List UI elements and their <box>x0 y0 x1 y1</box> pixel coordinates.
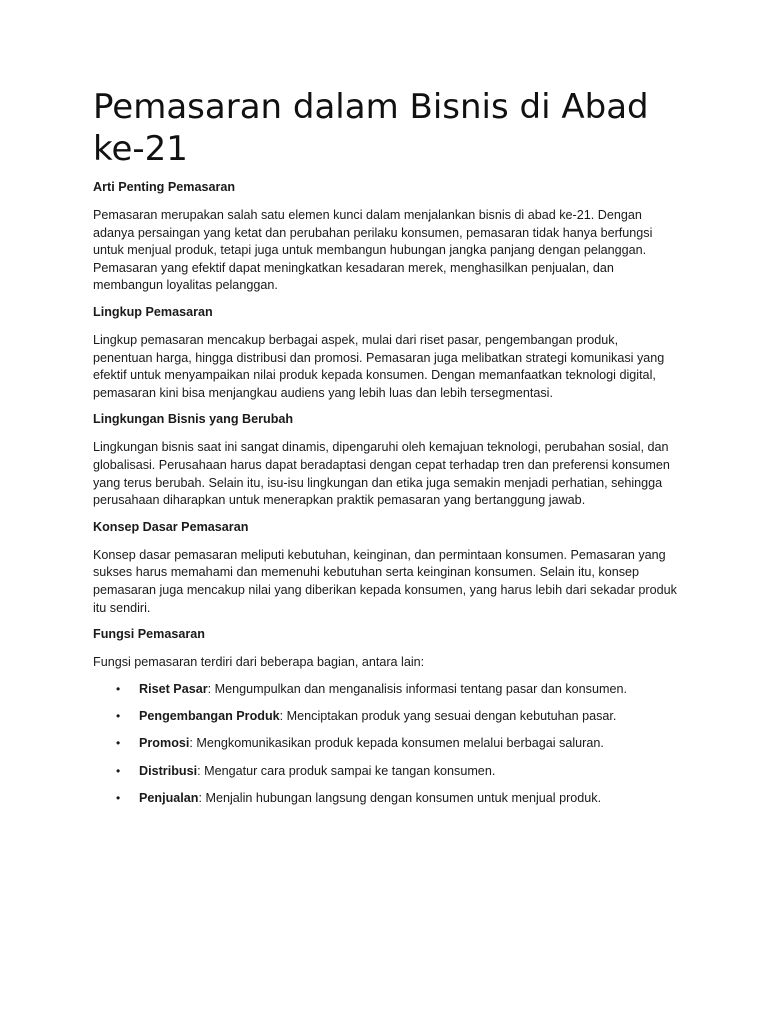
section-heading-fungsi: Fungsi Pemasaran <box>93 627 205 642</box>
document-title: Pemasaran dalam Bisnis di Abad ke-21 <box>93 87 649 169</box>
list-item-term: Pengembangan Produk <box>139 708 280 723</box>
section-heading-lingkup: Lingkup Pemasaran <box>93 304 213 319</box>
document-page <box>93 86 678 817</box>
list-item-description: : Mengkomunikasikan produk kepada konsumen melalui berbagai saluran. <box>189 736 604 751</box>
list-item <box>93 735 678 752</box>
section-heading-konsep-dasar: Konsep Dasar Pemasaran <box>93 519 249 534</box>
list-item-description: : Menjalin hubungan langsung dengan konsumen untuk menjual produk. <box>198 790 602 805</box>
list-item <box>93 763 678 780</box>
list-item <box>93 708 678 725</box>
list-item-description: : Mengumpulkan dan menganalisis informasi tentang pasar dan konsumen. <box>207 681 627 696</box>
list-item-description: : Mengatur cara produk sampai ke tangan konsumen. <box>197 763 496 778</box>
section-heading-lingkungan-bisnis: Lingkungan Bisnis yang Berubah <box>93 412 294 427</box>
function-list <box>93 681 678 807</box>
list-item-term: Distribusi <box>139 763 198 778</box>
section-paragraph-fungsi: Fungsi pemasaran terdiri dari beberapa bagian, antara lain: <box>93 655 425 670</box>
section-paragraph-lingkup: Lingkup pemasaran mencakup berbagai aspek, mulai dari riset pasar, pengembangan produk, penentuan harga, hingga distribusi dan promosi. Pemasaran juga melibatkan strategi komunikasi yang efektif untuk menyampaikan nilai produk kepada konsumen. Dengan memanfaatkan teknologi digital, pemasaran kini bisa menjangkau audiens yang lebih luas dan lebih tersegmentasi. <box>93 332 665 400</box>
section-paragraph-konsep-dasar: Konsep dasar pemasaran meliputi kebutuhan, keinginan, dan permintaan konsumen. Pemasaran yang sukses harus memahami dan memenuhi kebutuhan serta keinginan konsumen. Selain itu, konsep pemasaran juga mencakup nilai yang diberikan kepada konsumen, yang harus lebih dari sekadar produk itu sendiri. <box>93 547 677 615</box>
list-item <box>93 790 678 807</box>
bullet-icon: • <box>116 790 121 805</box>
list-item-term: Penjualan <box>139 790 199 805</box>
list-item <box>93 681 678 698</box>
bullet-icon: • <box>116 736 121 751</box>
bullet-icon: • <box>116 708 121 723</box>
list-item-term: Riset Pasar <box>139 681 208 696</box>
section-paragraph-lingkungan-bisnis: Lingkungan bisnis saat ini sangat dinamis, dipengaruhi oleh kemajuan teknologi, perubahan sosial, dan globalisasi. Perusahaan harus dapat beradaptasi dengan cepat terhadap tren dan preferensi konsumen yang terus berubah. Selain itu, isu-isu lingkungan dan etika juga semakin menjadi perhatian, sehingga perusahaan diharapkan untuk menerapkan praktik pemasaran yang bertanggung jawab. <box>93 440 670 508</box>
bullet-icon: • <box>116 763 121 778</box>
section-heading-arti-penting: Arti Penting Pemasaran <box>93 180 236 194</box>
list-item-term: Promosi <box>139 736 190 751</box>
bullet-icon: • <box>116 681 121 696</box>
section-paragraph-arti-penting: Pemasaran merupakan salah satu elemen kunci dalam menjalankan bisnis di abad ke-21. Dengan adanya persaingan yang ketat dan perubahan perilaku konsumen, pemasaran tidak hanya berfungsi untuk menjual produk, tetapi juga untuk membangun hubungan jangka panjang dengan pelanggan. Pemasaran yang efektif dapat meningkatkan kesadaran merek, menghasilkan penjualan, dan membangun loyalitas pelanggan. <box>93 208 653 293</box>
list-item-description: : Menciptakan produk yang sesuai dengan kebutuhan pasar. <box>279 708 617 723</box>
